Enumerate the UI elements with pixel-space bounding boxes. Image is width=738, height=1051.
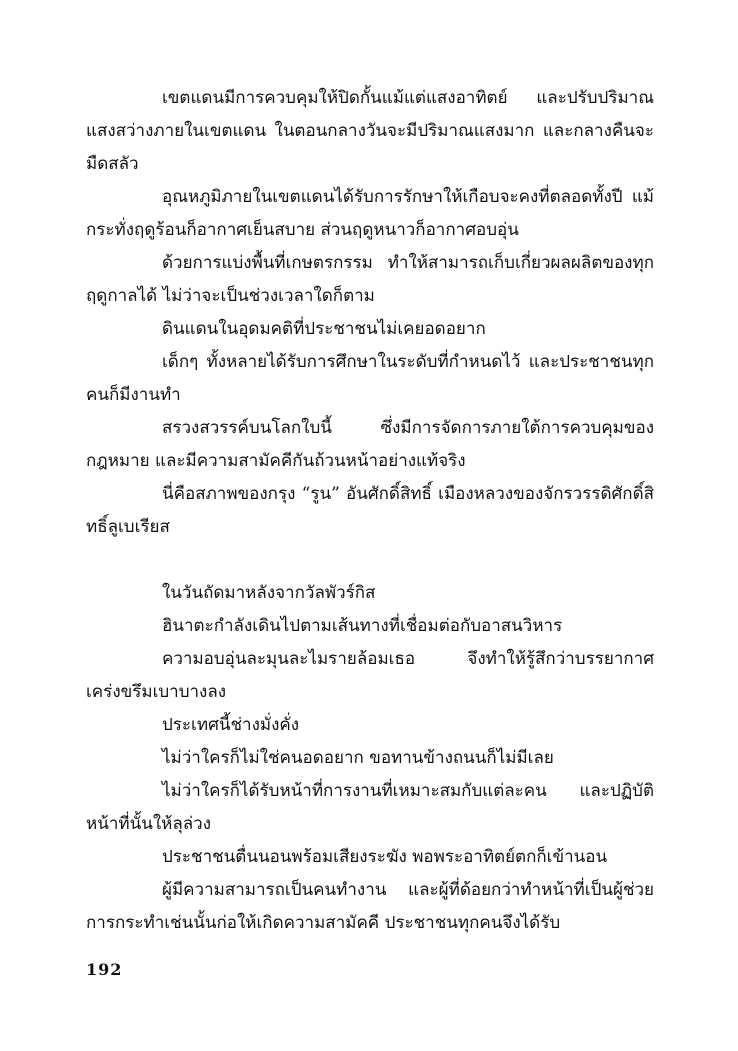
body-text (86, 82, 654, 940)
paragraph: ฮินาตะกำลังเดินไปตามเส้นทางที่เชื่อมต่อกับอาสนวิหาร (162, 616, 563, 636)
paragraph: ไม่ว่าใครก็ไม่ใช่คนอดอยาก ขอทานข้างถนนก็ไม่มีเลย (162, 748, 554, 768)
section-break (86, 544, 654, 577)
paragraph: ผู้มีความสามารถเป็นคนทำงาน และผู้ที่ด้อยกว่าทำหน้าที่เป็นผู้ช่วย การกระทำเช่นนั้นก่อให้เกิดความสามัคคี ประชาชนทุกคนจึงได้รับ (86, 880, 654, 933)
paragraph: สรวงสวรรค์บนโลกใบนี้ ซึ่งมีการจัดการภายใต้การควบคุมของกฎหมาย และมีความสามัคคีกันถ้วนหน้าอย่างแท้จริง (86, 418, 654, 471)
paragraph: ประเทศนี้ช่างมั่งคั่ง (162, 715, 300, 735)
paragraph: ประชาชนตื่นนอนพร้อมเสียงระฆัง พอพระอาทิตย์ตกก็เข้านอน (162, 847, 608, 867)
paragraph: เขตแดนมีการควบคุมให้ปิดกั้นแม้แต่แสงอาทิตย์ และปรับปริมาณแสงสว่างภายในเขตแดน ในตอนกลางวันจะมีปริมาณแสงมาก และกลางคืนจะมืดสลัว (86, 88, 654, 174)
paragraph: ความอบอุ่นละมุนละไมรายล้อมเธอ จึงทำให้รู้สึกว่าบรรยากาศเคร่งขรึมเบาบางลง (86, 649, 654, 702)
paragraph: ด้วยการแบ่งพื้นที่เกษตรกรรม ทำให้สามารถเก็บเกี่ยวผลผลิตของทุกฤดูกาลได้ ไม่ว่าจะเป็นช่วงเวลาใดก็ตาม (86, 253, 654, 306)
paragraph: ในวันถัดมาหลังจากวัลพัวร์กิส (162, 583, 376, 603)
paragraph: ไม่ว่าใครก็ได้รับหน้าที่การงานที่เหมาะสมกับแต่ละคน และปฏิบัติหน้าที่นั้นให้ลุล่วง (86, 781, 654, 834)
paragraph: ดินแดนในอุดมคติที่ประชาชนไม่เคยอดอยาก (162, 319, 486, 339)
page-number: 192 (86, 960, 123, 979)
paragraph: เด็กๆ ทั้งหลายได้รับการศึกษาในระดับที่กำหนดไว้ และประชาชนทุกคนก็มีงานทำ (86, 352, 654, 405)
paragraph: นี่คือสภาพของกรุง “รูน” อันศักดิ์สิทธิ์ เมืองหลวงของจักรวรรดิศักดิ์สิทธิ์ลูเบเรียส (86, 484, 654, 537)
paragraph: อุณหภูมิภายในเขตแดนได้รับการรักษาให้เกือบจะคงที่ตลอดทั้งปี แม้กระทั่งฤดูร้อนก็อากาศเย็นสบาย ส่วนฤดูหนาวก็อากาศอบอุ่น (86, 187, 654, 240)
